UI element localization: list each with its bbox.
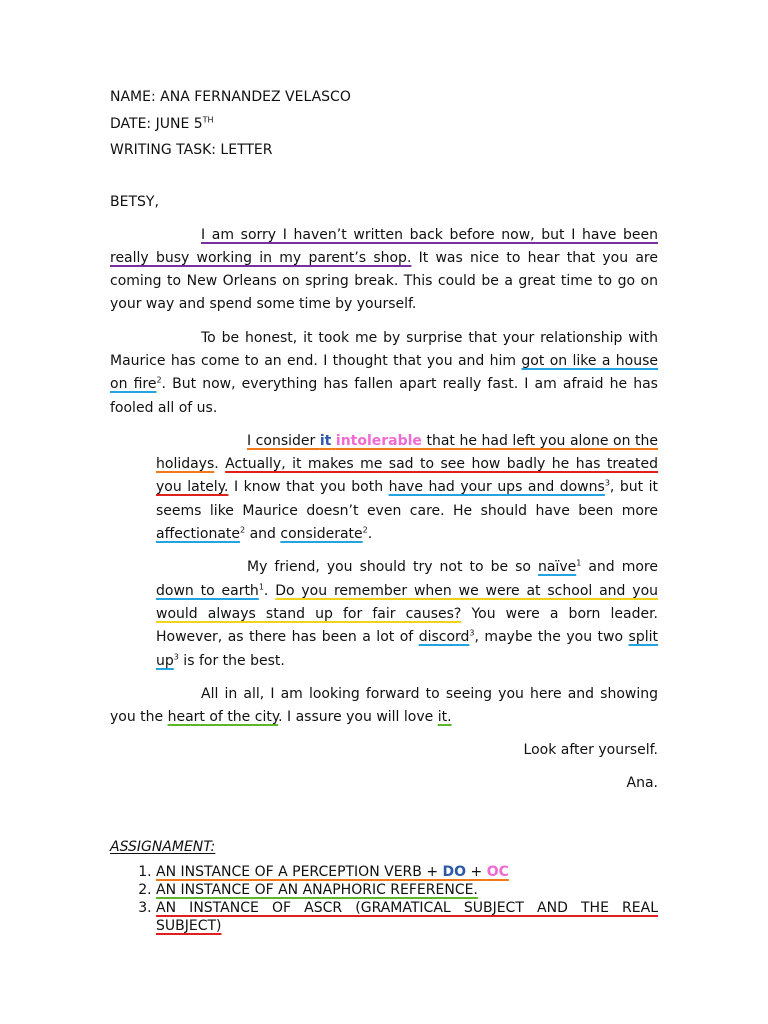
paragraph-text: I know that you both (228, 479, 389, 496)
paragraph-text: To be honest, it took me by surprise that your relationship with Maurice has come to an end. I thought that you and him (110, 329, 658, 369)
assignment-list (110, 863, 658, 935)
underlined-phrase: affectionate (156, 526, 241, 543)
date-text: DATE: JUNE 5 (110, 115, 203, 132)
underlined-phrase (156, 864, 509, 880)
paragraph-text: . (263, 582, 276, 599)
closing-line: Look after yourself. (523, 742, 658, 759)
date-line (110, 111, 658, 138)
paragraph-text: is for the best. (178, 652, 285, 669)
underlined-phrase: AN INSTANCE OF ASCR (GRAMATICAL SUBJECT AND THE REAL SUBJECT) (156, 900, 658, 935)
underlined-phrase: I am sorry I haven’t written back before now, but I have been really busy working in my parent’s shop. (110, 226, 658, 266)
object-complement-highlight: intolerable (335, 432, 422, 449)
underlined-phrase: Actually, it makes me sad to see how badly he has treated you lately. (156, 456, 659, 496)
assignment-section (110, 835, 658, 935)
paragraph-text: It was nice to hear that you are coming to New Orleans on spring break. This could be a great time to go on your way and spend some time by yourself. (110, 249, 658, 313)
footnote-mark: 2 (240, 525, 246, 535)
underlined-phrase: heart of the city (167, 709, 279, 726)
name-line: NAME: ANA FERNANDEZ VELASCO (110, 89, 351, 105)
date-superscript: TH (202, 114, 214, 124)
paragraph-text: . (214, 456, 226, 473)
item-text: AN INSTANCE OF A PERCEPTION VERB + (156, 864, 443, 881)
paragraph-text: . I assure you will love (278, 709, 438, 726)
phrase-part: that he had left you alone on the holidays (156, 432, 658, 473)
assignment-item-3 (156, 899, 658, 935)
underlined-phrase: got on like a house on fire (110, 352, 658, 393)
paragraph-2 (110, 327, 658, 420)
underlined-phrase: AN INSTANCE OF AN ANAPHORIC REFERENCE. (156, 882, 478, 899)
footnote-mark: 3 (469, 628, 475, 638)
underlined-phrase: naïve (537, 559, 577, 576)
paragraph-text: , maybe the you two (474, 629, 629, 646)
paragraph-text: . (367, 526, 373, 543)
item-text: + (466, 864, 487, 881)
assignment-item-2 (156, 881, 658, 899)
writing-task-line: WRITING TASK: LETTER (110, 142, 273, 158)
paragraph-text: , but it seems like Maurice doesn’t even care. He should have been more (156, 479, 659, 519)
footnote-mark: 3 (604, 478, 610, 488)
paragraph-text: My friend, you should try not to be so (247, 559, 538, 576)
footnote-mark: 2 (156, 375, 162, 385)
oc-label: OC (486, 864, 509, 881)
direct-object-highlight: it (319, 432, 332, 449)
letter-header (110, 84, 658, 164)
paragraph-4 (156, 556, 658, 672)
paragraph-text: and more (581, 559, 658, 576)
paragraph-text: and (245, 526, 281, 543)
underlined-phrase: Do you remember when we were at school and you would always stand up for fair causes? (156, 582, 659, 622)
assignment-title: ASSIGNAMENT: (110, 839, 216, 856)
do-label: DO (442, 864, 467, 881)
paragraph-text: You were a born leader. However, as there has been a lot of (156, 605, 658, 646)
underlined-phrase: split up (156, 629, 658, 669)
paragraph-text: All in all, I am looking forward to seeing you here and showing you the (110, 685, 658, 726)
signature: Ana. (626, 775, 658, 792)
paragraph-1 (110, 224, 658, 317)
footnote-mark: 3 (173, 651, 179, 661)
underlined-phrase: considerate (280, 526, 363, 543)
footnote-mark: 1 (576, 558, 582, 568)
greeting: BETSY, (110, 193, 159, 210)
paragraph-text: . But now, everything has fallen apart really fast. I am afraid he has fooled all of us. (110, 376, 658, 416)
assignment-item-1 (156, 863, 658, 881)
paragraph-5 (110, 683, 658, 730)
footnote-mark: 2 (362, 525, 368, 535)
footnote-mark: 1 (258, 582, 264, 591)
underlined-phrase: down to earth (156, 582, 259, 599)
underlined-phrase: discord (418, 629, 470, 646)
document-page (110, 84, 658, 935)
underlined-phrase: have had your ups and downs (388, 479, 605, 496)
underlined-phrase: it. (437, 709, 452, 726)
paragraph-3 (156, 430, 658, 546)
phrase-part: I consider (247, 432, 320, 449)
